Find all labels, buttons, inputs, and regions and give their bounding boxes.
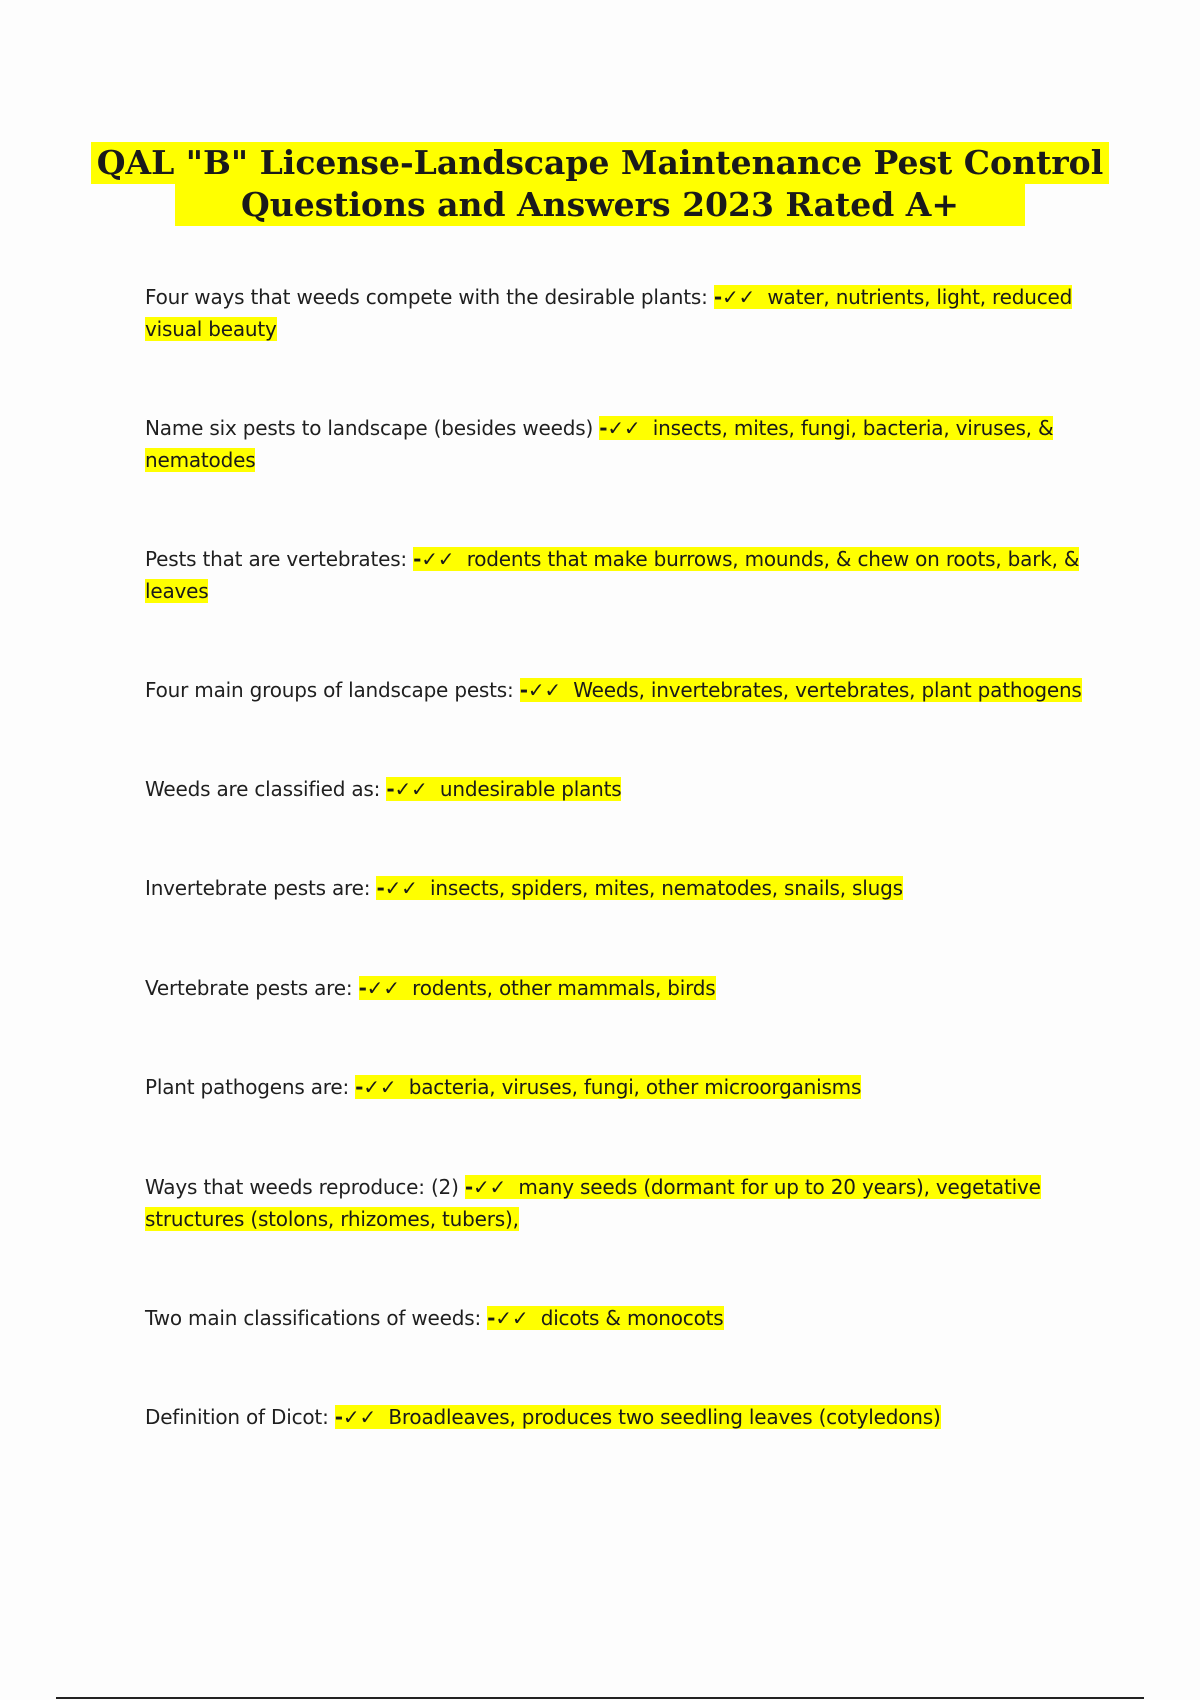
check-mark-icon: -✓✓	[386, 777, 428, 801]
question-text: Invertebrate pests are:	[145, 876, 371, 900]
answer-text: water, nutrients, light, reduced visual beauty	[145, 285, 1073, 341]
qa-item	[145, 872, 1095, 904]
qa-item	[145, 1171, 1075, 1235]
answer-highlight	[386, 777, 621, 801]
answer-text: undesirable plants	[439, 777, 622, 801]
qa-item	[145, 281, 1095, 345]
answer-text: Weeds, invertebrates, vertebrates, plant pathogens	[573, 678, 1082, 702]
check-mark-icon: -✓✓	[334, 1405, 376, 1429]
title-line-2: Questions and Answers 2023 Rated A+	[175, 184, 1025, 226]
question-text: Name six pests to landscape (besides weeds)	[145, 416, 594, 440]
check-mark-icon: -✓✓	[358, 976, 400, 1000]
check-mark-icon: -✓✓	[464, 1175, 507, 1199]
qa-item	[145, 1401, 1095, 1433]
answer-text: dicots & monocots	[540, 1306, 724, 1330]
answer-text: Broadleaves, produces two seedling leaves (cotyledons)	[388, 1405, 941, 1429]
qa-item	[145, 1302, 1095, 1334]
check-mark-icon: -✓✓	[519, 678, 561, 702]
check-mark-icon: -✓✓	[413, 547, 455, 571]
question-text: Definition of Dicot:	[145, 1405, 329, 1429]
check-mark-icon: -✓✓	[376, 876, 418, 900]
question-text: Two main classifications of weeds:	[145, 1306, 481, 1330]
check-mark-icon: -✓✓	[487, 1306, 529, 1330]
question-text: Four main groups of landscape pests:	[145, 678, 514, 702]
qa-item	[145, 972, 1095, 1004]
qa-item	[145, 773, 1095, 805]
qa-item	[145, 1071, 1095, 1103]
answer-text: rodents, other mammals, birds	[412, 976, 716, 1000]
qa-item	[145, 674, 1145, 706]
document-title	[0, 142, 1200, 226]
answer-highlight	[335, 1405, 941, 1429]
question-text: Vertebrate pests are:	[145, 976, 353, 1000]
answer-text: rodents that make burrows, mounds, & chew on roots, bark, & leaves	[145, 547, 1080, 603]
qa-item	[145, 412, 1095, 476]
answer-text: insects, mites, fungi, bacteria, viruses, & nematodes	[145, 416, 1054, 472]
question-text: Plant pathogens are:	[145, 1075, 349, 1099]
check-mark-icon: -✓✓	[713, 285, 756, 309]
answer-highlight	[359, 976, 716, 1000]
answer-highlight	[520, 678, 1082, 702]
check-mark-icon: -✓✓	[355, 1075, 397, 1099]
answer-highlight	[487, 1306, 723, 1330]
answer-text: insects, spiders, mites, nematodes, snails, slugs	[430, 876, 903, 900]
qa-item	[145, 543, 1095, 607]
question-text: Weeds are classified as:	[145, 777, 381, 801]
answer-text: bacteria, viruses, fungi, other microorganisms	[408, 1075, 862, 1099]
question-text: Pests that are vertebrates:	[145, 547, 407, 571]
answer-text: many seeds (dormant for up to 20 years), vegetative structures (stolons, rhizomes, tubers),	[145, 1175, 1041, 1231]
answer-highlight	[376, 876, 902, 900]
question-text: Ways that weeds reproduce: (2)	[145, 1175, 459, 1199]
title-line-1: QAL "B" License-Landscape Maintenance Pest Control	[91, 142, 1109, 184]
check-mark-icon: -✓✓	[599, 416, 641, 440]
page-bottom-rule	[56, 1697, 1144, 1699]
answer-highlight	[355, 1075, 861, 1099]
question-text: Four ways that weeds compete with the desirable plants:	[145, 285, 708, 309]
